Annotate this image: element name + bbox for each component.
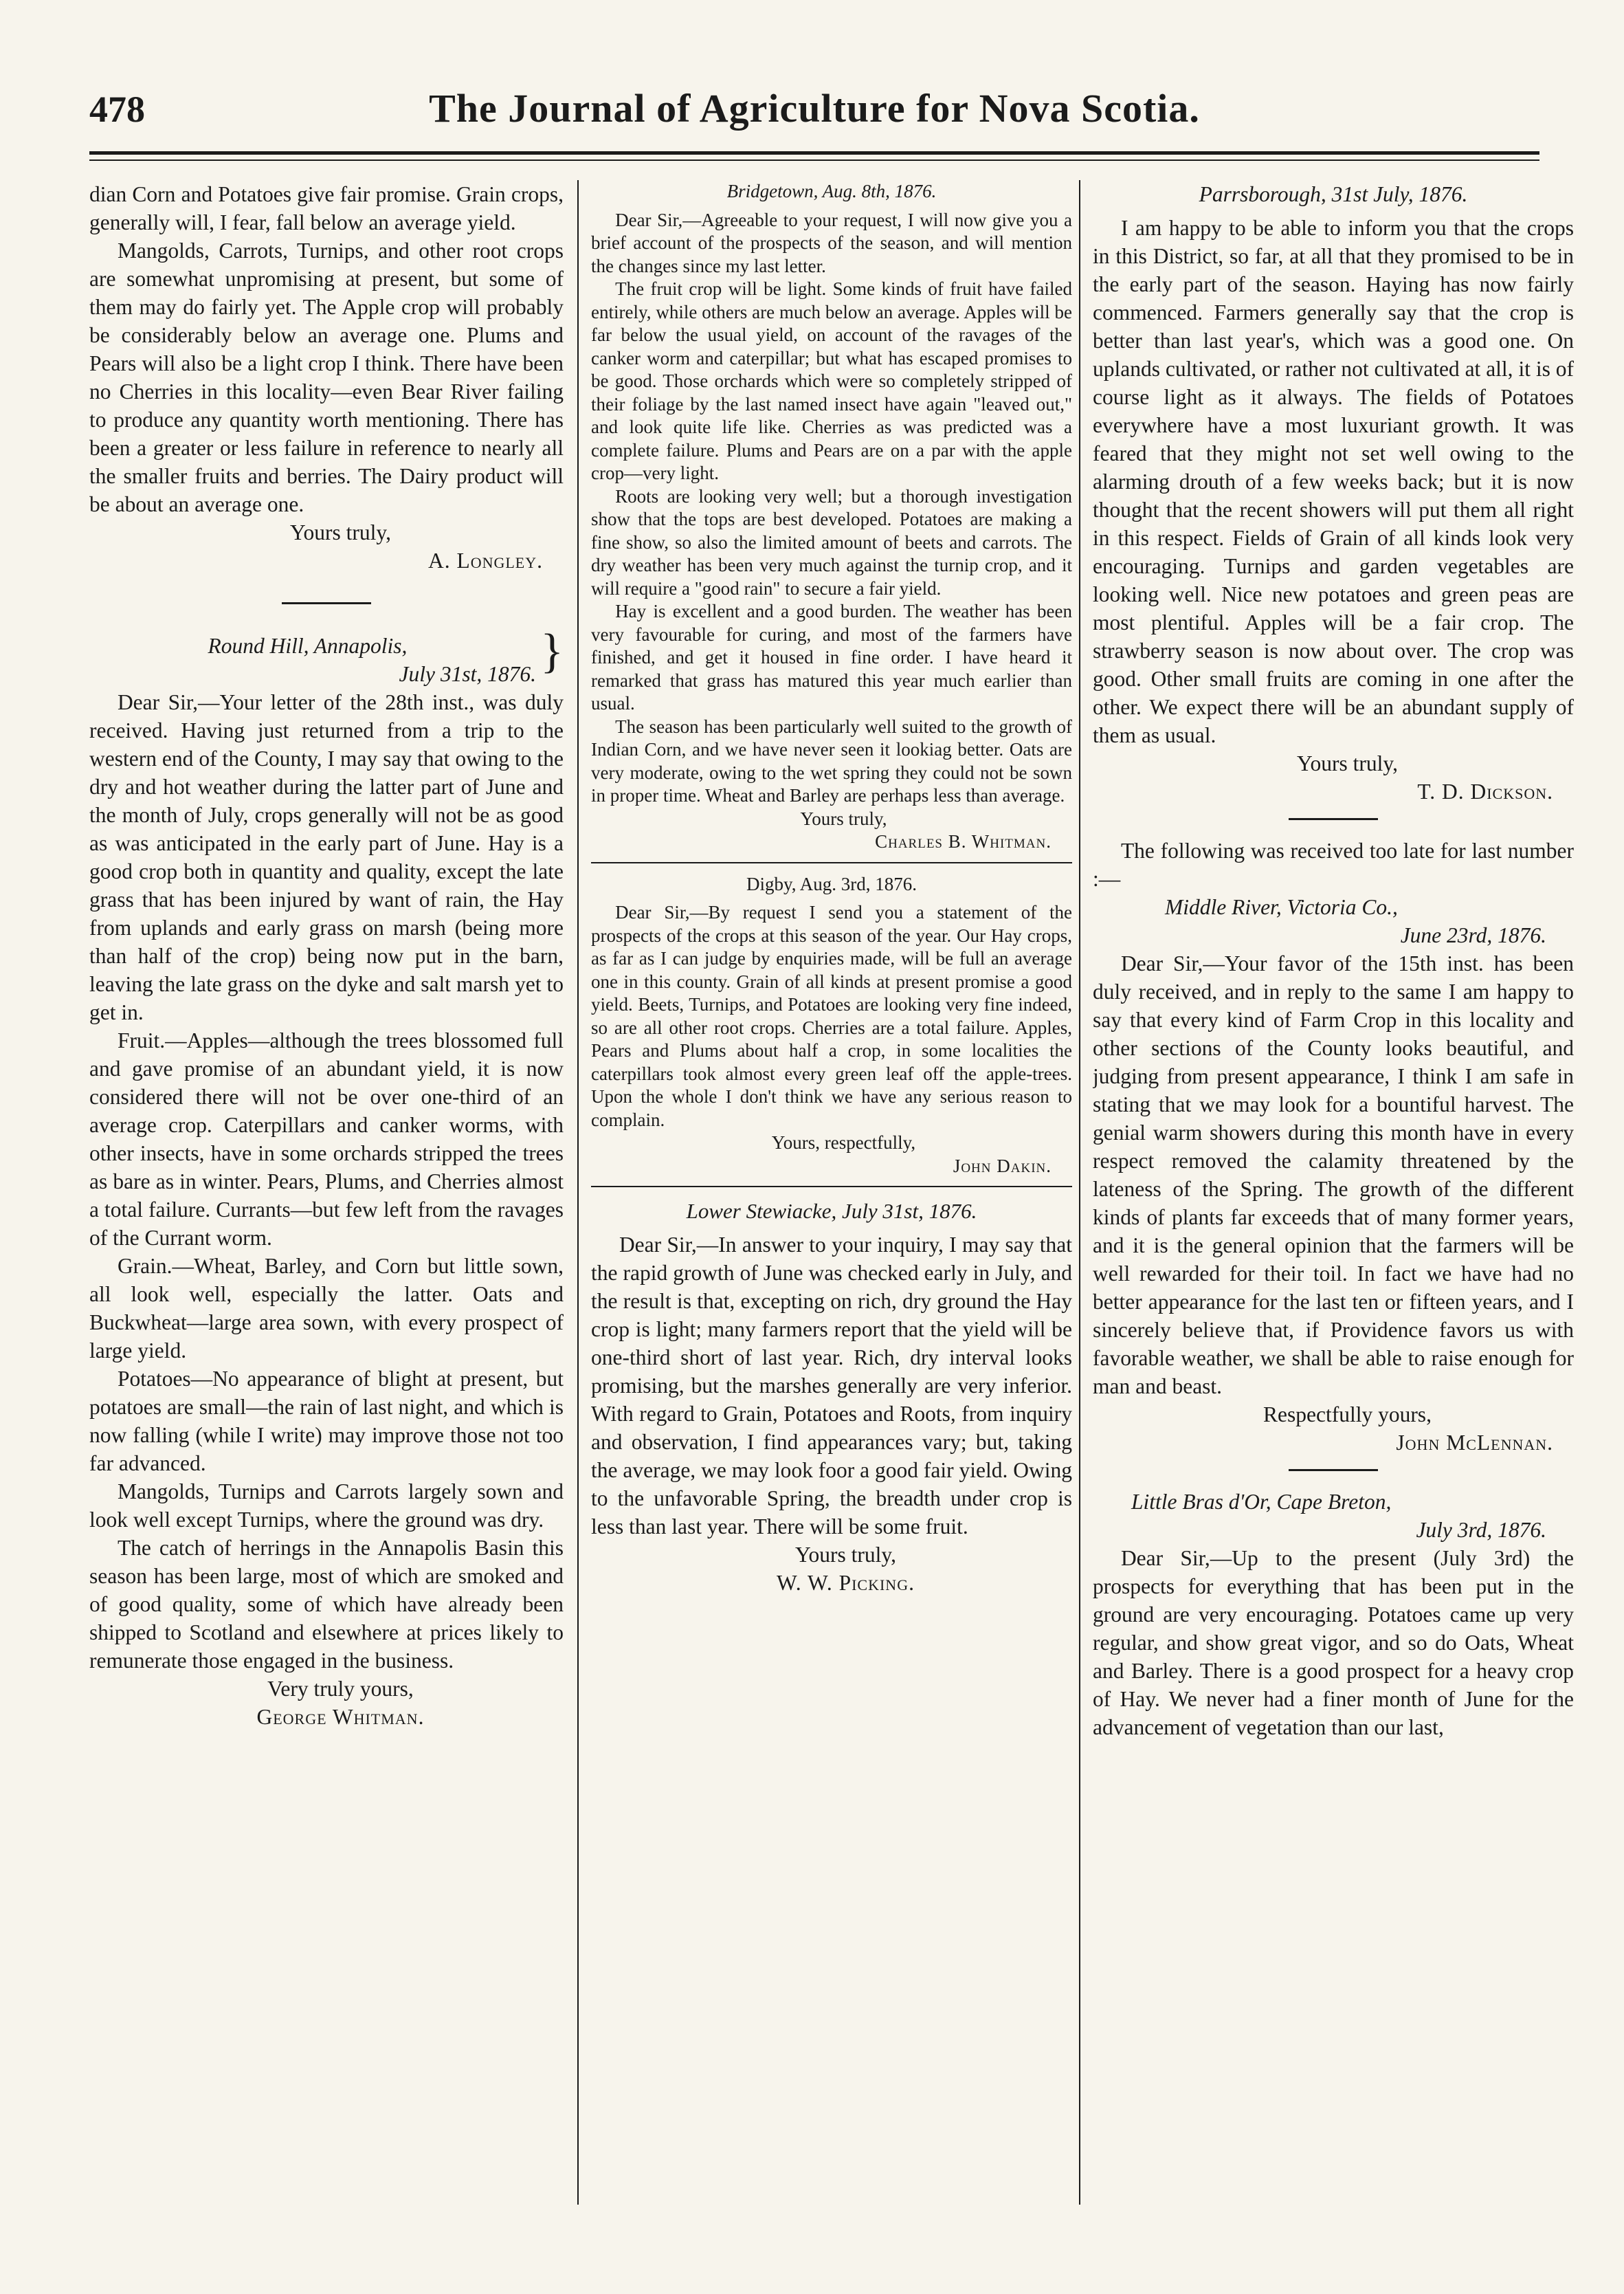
dateline-place: Round Hill, Annapolis, (208, 634, 408, 658)
letter-closing: Yours truly, (800, 808, 887, 829)
paragraph: Fruit.—Apples—although the trees blossomed full and gave promise of an abundant yield, it is now considered there will not be over one-third of an average crop. Caterpillars and canker worms, with other insects, have in some orchards stripped the trees as bare as in winter. Pears, Plums, and Cherries almost a total failure. Currants—but few left from the ravages of the Currant worm. (89, 1028, 564, 1250)
letter-signature: A. Longley. (427, 549, 543, 573)
header-rule-thick (89, 151, 1539, 155)
paragraph: Dear Sir,—In answer to your inquiry, I may say that the rapid growth of June was checked early in July, and the result is that, excepting on rich, dry ground the Hay crop is light; many farmers report that the yield will be one-third short of last year. Rich, dry interval looks promising, but the marshes generally are very inferior. With regard to Grain, Potatoes and Roots, from inquiry and observation, I find appearances vary; but, taking the average, we may look foor a good fair yield. Owing to the unfavorable Spring, the breadth under crop is less than last year. There will be some fruit. (591, 1233, 1072, 1538)
dateline-date: July 31st, 1876. (399, 662, 536, 686)
paragraph: The following was received too late for last number :— (1093, 839, 1574, 891)
letter-dateline (89, 625, 564, 688)
letter-signature: T. D. Dickson. (1417, 780, 1553, 804)
section-separator (591, 1186, 1072, 1187)
paragraph: Dear Sir,—Up to the present (July 3rd) the prospects for everything that has been put in the ground are very encouraging. Potatoes came up very regular, and show great vigor, and so do Oats, Wheat and Barley. There is a good prospect for a heavy crop of Hay. We never had a finer month of June for the advancement of vegetation than our last, (1093, 1546, 1574, 1739)
letter-signature: John McLennan. (1396, 1431, 1553, 1455)
column-right (1093, 180, 1574, 2170)
header-rule-thin (89, 159, 1539, 161)
paragraph: Potatoes—No appearance of blight at present, but potatoes are small—the rain of last night, and which is now falling (while I write) may improve those not too far advanced. (89, 1367, 564, 1475)
letter-dateline: Lower Stewiacke, July 31st, 1876. (686, 1199, 977, 1223)
section-separator (1289, 1469, 1378, 1471)
paragraph: The catch of herrings in the Annapolis Basin this season has been large, most of which are smoked and of good quality, some of which have already been shipped to Scotland and elsewhere at prices likely to remunerate those engaged in the business. (89, 1536, 564, 1673)
letter-closing: Yours truly, (1296, 751, 1398, 775)
paragraph: The season has been particularly well suited to the growth of Indian Corn, and we have never seen it lookiag better. Oats are very moderate, owing to the wet spring they could not be sown in proper time. Wheat and Barley are perhaps less than average. (591, 716, 1072, 806)
paragraph: Mangolds, Carrots, Turnips, and other root crops are somewhat unpromising at present, but some of them may do fairly yet. The Apple crop will probably be considerably below an average one. Plums and Pears will also be a light crop I think. There have been no Cherries in this locality—even Bear River failing to produce any quantity worth mentioning. There has been a greater or less failure in reference to nearly all the smaller fruits and berries. The Dairy product will be about an average one. (89, 239, 564, 516)
letter-closing: Yours truly, (289, 520, 391, 544)
journal-title: The Journal of Agriculture for Nova Scotia. (429, 86, 1200, 131)
letter-signature: George Whitman. (256, 1705, 425, 1729)
letter-closing: Respectfully yours, (1263, 1402, 1432, 1426)
letter-closing: Very truly yours, (267, 1677, 414, 1701)
paragraph: dian Corn and Potatoes give fair promise. Grain crops, generally will, I fear, fall below an average yield. (89, 182, 564, 234)
page-header (89, 82, 1539, 144)
column-divider (577, 180, 579, 2205)
letter-dateline: Bridgetown, Aug. 8th, 1876. (726, 181, 937, 201)
letter-signature: W. W. Picking. (776, 1571, 915, 1595)
section-separator (591, 862, 1072, 863)
paragraph: Grain.—Wheat, Barley, and Corn but little sown, all look well, especially the latter. Oats and Buckwheat—large area sown, with every prospect of large yield. (89, 1254, 564, 1363)
dateline-place: Middle River, Victoria Co., (1165, 895, 1398, 919)
column-divider (1079, 180, 1080, 2205)
dateline-date: June 23rd, 1876. (1400, 923, 1546, 947)
dateline-place: Little Bras d'Or, Cape Breton, (1131, 1490, 1392, 1514)
section-separator (1289, 818, 1378, 820)
letter-dateline: Digby, Aug. 3rd, 1876. (746, 873, 917, 894)
page-number: 478 (89, 89, 145, 130)
paragraph: Hay is excellent and a good burden. The weather has been very favourable for curing, and most of the farmers have finished, and get it housed in fine order. I have heard it remarked that grass has matured this year much earlier than usual. (591, 601, 1072, 714)
brace-mark: } (540, 625, 564, 678)
letter-dateline: Parrsborough, 31st July, 1876. (1199, 182, 1468, 206)
dateline-date: July 3rd, 1876. (1416, 1518, 1546, 1542)
paragraph: Dear Sir,—Agreeable to your request, I will now give you a brief account of the prospects of the season, and will mention the changes since my last letter. (591, 209, 1072, 276)
paragraph: Mangolds, Turnips and Carrots largely sown and look well except Turnips, where the ground was dry. (89, 1479, 564, 1532)
paragraph: Dear Sir,—Your letter of the 28th inst., was duly received. Having just returned from a trip to the western end of the County, I may say that owing to the dry and hot weather during the latter part of June and the month of July, crops generally will not be as good as was anticipated in the early part of June. Hay is a good crop both in quantity and quality, except the late grass that has been injured by want of rain, the Hay from uplands and early grass on marsh (being more than half of the crop) being now put in the barn, leaving the late grass on the dyke and salt marsh yet to get in. (89, 690, 564, 1024)
paragraph: Dear Sir,—By request I send you a statement of the prospects of the crops at this season of the year. Our Hay crops, as far as I can judge by enquiries made, will be full an average one in this county. Grain of all kinds at present promise a good yield. Beets, Turnips, and Potatoes are looking very fine indeed, so are all other root crops. Cherries are a total failure. Apples, Pears and Plums about half a crop, in some localities the caterpillars took almost every green leaf off the apple-trees. Upon the whole I don't think we have any serious reason to complain. (591, 902, 1072, 1130)
section-separator (282, 602, 371, 604)
paragraph: Dear Sir,—Your favor of the 15th inst. has been duly received, and in reply to the same I am happy to say that every kind of Farm Crop in this locality and other sections of the County looks beautiful, and judging from present appearance, I think I am safe in stating that we may look for a bountiful harvest. The genial warm showers during this month have in every respect removed the calamity threatened by the lateness of the Spring. The growth of the different kinds of plants far exceeds that of many former years, and it is the general opinion that the farmers will be well rewarded for their toil. In fact we have had no better appearance for the last ten or fifteen years, and I sincerely believe that, if Providence favors us with favorable weather, we shall be able to raise enough for man and beast. (1093, 951, 1574, 1398)
letter-signature: John Dakin. (953, 1155, 1052, 1176)
letter-closing: Yours, respectfully, (771, 1132, 916, 1153)
column-left (89, 180, 564, 2170)
paragraph: I am happy to be able to inform you that the crops in this District, so far, at all that they promised to be in the early part of the season. Haying has now fairly commenced. Farmers generally say that the crop is better than last year's, which was a good one. On uplands cultivated, or rather not cultivated at all, it is of course light as it always. The fields of Potatoes everywhere have a most luxuriant growth. It was feared that they might not set well owing to the alarming drouth of a few weeks back; but it is now thought that the recent showers will put them all right in this respect. Fields of Grain of all kinds look very encouraging. Turnips and garden vegetables are looking well. Nice new potatoes and green peas are most plentiful. Apples will be a fair crop. The strawberry season is now about over. The crop was good. Other small fruits are coming in one after the other. We expect there will be an abundant supply of them as usual. (1093, 216, 1574, 747)
column-middle (591, 180, 1072, 2170)
paragraph: The fruit crop will be light. Some kinds of fruit have failed entirely, while others are much below an average. Apples will be far below the usual yield, on account of the ravages of the canker worm and caterpillar; but what has escaped promises to be good. Those orchards which were so completely stripped of their foliage by the last named insect have again "leaved out," and look quite life like. Cherries as was predicted was a complete failure. Plums and Pears are on a par with the apple crop—very light. (591, 278, 1072, 483)
letter-signature: Charles B. Whitman. (875, 831, 1052, 852)
letter-closing: Yours truly, (794, 1543, 896, 1567)
paragraph: Roots are looking very well; but a thorough investigation show that the tops are best developed. Potatoes are making a fine show, so also the limited amount of beets and carrots. The dry weather has been very much against the turnip crop, and it will require a "good rain" to secure a fair yield. (591, 485, 1072, 599)
